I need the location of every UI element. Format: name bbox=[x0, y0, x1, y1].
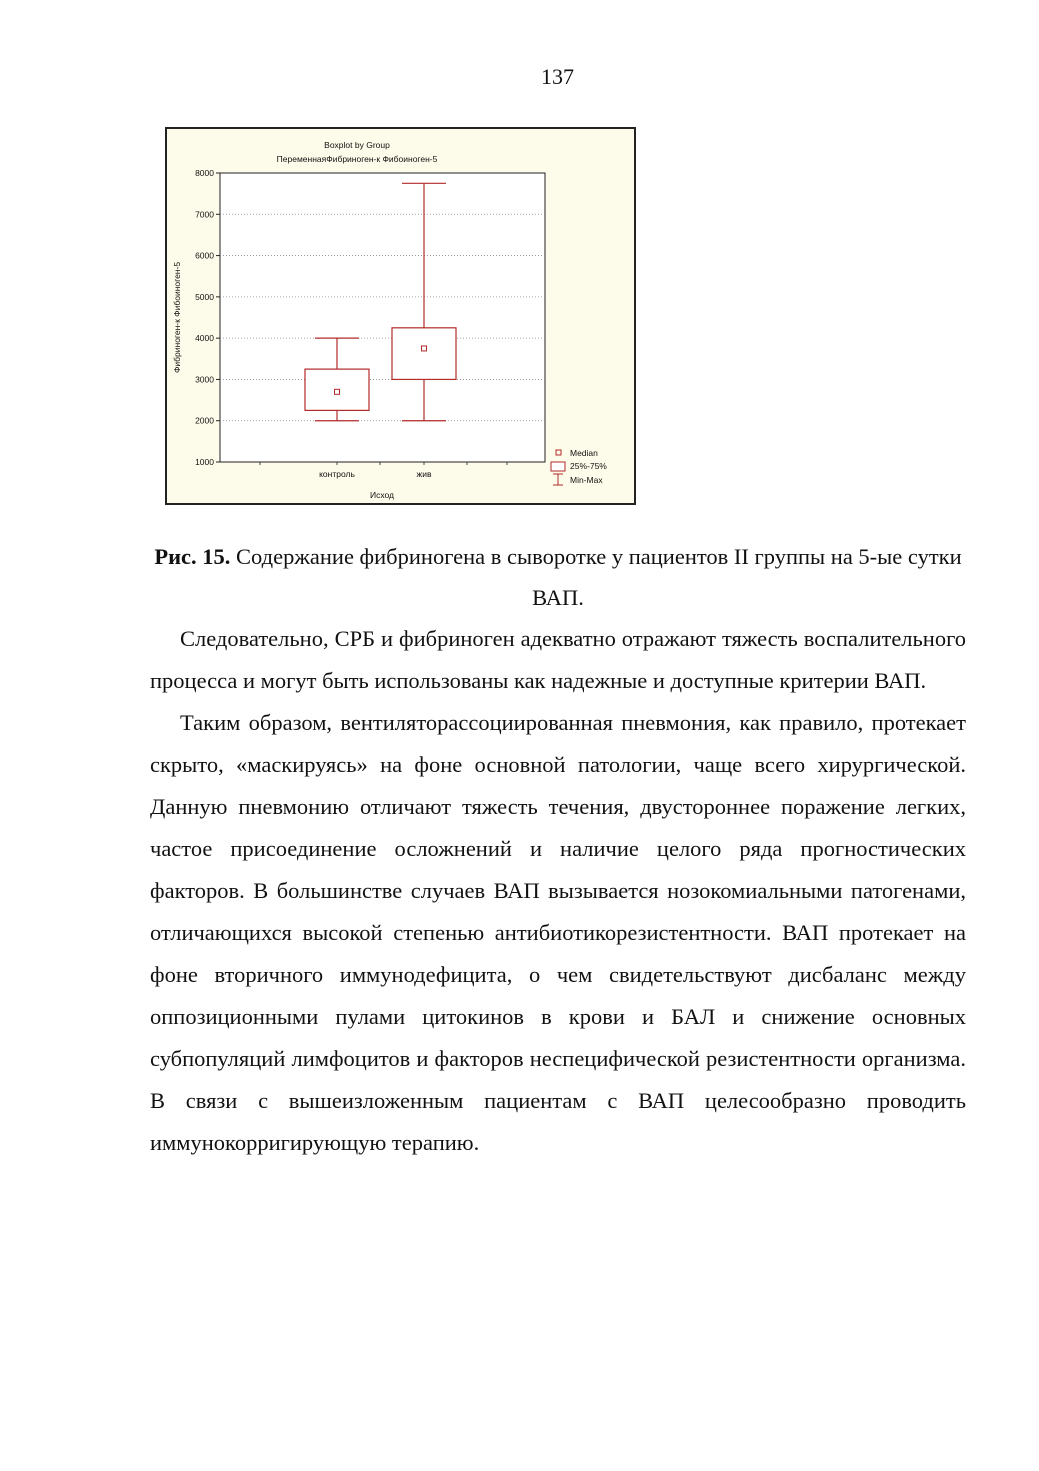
caption-label: Рис. 15. bbox=[154, 544, 231, 569]
y-axis-label: Фибриноген-к Фибоиноген-5 bbox=[172, 261, 182, 374]
figure-caption bbox=[150, 536, 966, 618]
y-tick-label: 5000 bbox=[195, 291, 214, 302]
chart-title: Boxplot by Group bbox=[324, 140, 390, 150]
box-iqr bbox=[392, 328, 456, 380]
plot-area bbox=[220, 173, 545, 462]
legend-box-label: 25%-75% bbox=[570, 461, 607, 471]
y-tick-label: 2000 bbox=[195, 415, 214, 426]
legend-median-label: Median bbox=[570, 448, 598, 458]
legend-box-symbol bbox=[551, 462, 565, 471]
legend-minmax-label: Min-Max bbox=[570, 475, 603, 485]
paragraph-2: Таким образом, вентиляторассоциированная пневмония, как правило, протекает скрыто, «маскируясь» на фоне основной патологии, чаще всего хирургической. Данную пневмонию отличают тяжесть течения, двустороннее поражение легких, частое присоединение осложнений и наличие целого ряда прогностических факторов. В большинстве случаев ВАП вызывается нозокомиальными патогенами, отличающихся высокой степенью антибиотикорезистентности. ВАП протекает на фоне вторичного иммунодефицита, о чем свидетельствуют дисбаланс между оппозиционными пулами цитокинов в крови и БАЛ и снижение основных субпопуляций лимфоцитов и факторов неспецифической резистентности организма. В связи с вышеизложенным пациентам с ВАП целесообразно проводить иммунокорригирующую терапию. bbox=[150, 710, 966, 1155]
caption-text: Содержание фибриногена в сыворотке у пациентов II группы на 5-ые сутки ВАП. bbox=[236, 544, 962, 610]
y-tick-label: 6000 bbox=[195, 250, 214, 261]
chart-subtitle: ПеременнаяФибриноген-к Фибоиноген-5 bbox=[276, 154, 438, 164]
boxplot-chart bbox=[167, 129, 634, 503]
y-tick-label: 4000 bbox=[195, 333, 214, 344]
page-number: 137 bbox=[541, 64, 574, 89]
y-tick-label: 1000 bbox=[195, 457, 214, 467]
boxplot-figure bbox=[165, 127, 636, 505]
y-tick-label: 3000 bbox=[195, 374, 214, 385]
y-tick-label: 7000 bbox=[195, 209, 214, 220]
y-tick-label: 8000 bbox=[195, 168, 214, 178]
paragraph-1: Следовательно, СРБ и фибриноген адекватно отражают тяжесть воспалительного процесса и могут быть использованы как надежные и доступные критерии ВАП. bbox=[150, 626, 966, 693]
x-tick-label: контроль bbox=[319, 469, 355, 479]
x-axis-label: Исход bbox=[369, 490, 395, 500]
body-text bbox=[150, 618, 966, 1164]
legend-median-symbol bbox=[556, 450, 561, 455]
x-tick-label: жив bbox=[416, 469, 432, 479]
